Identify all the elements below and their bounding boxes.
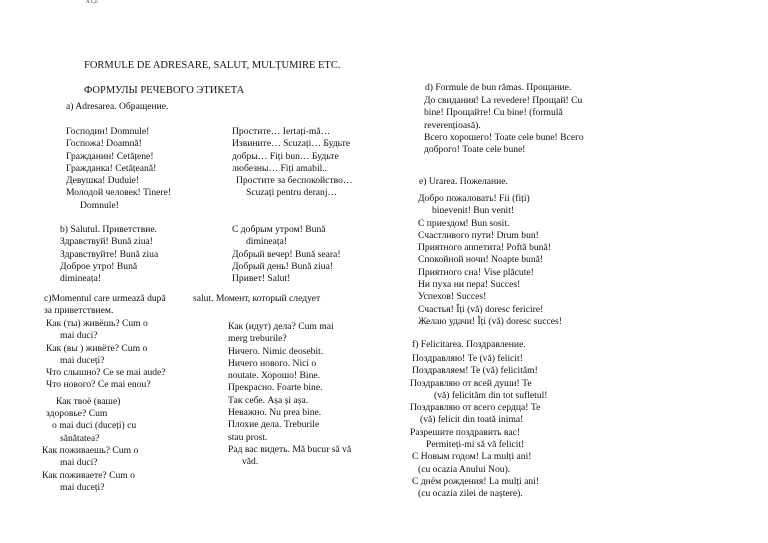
list-item: Разрешите поздравить вас! [410, 426, 521, 438]
list-item: Поздравляем! Te (vă) felicităm! [412, 365, 538, 377]
list-item: Девушка! Duduie! [66, 175, 140, 187]
list-item: Доброе утро! Bună [60, 260, 138, 272]
section-a-heading [66, 101, 168, 113]
list-item: dimineața! [60, 273, 102, 285]
section-c-heading-b-text: salut. Момент, который следует [193, 293, 321, 304]
list-item: Что слышно? Ce se mai aude? [46, 367, 166, 379]
list-item: Господин! Domnule! [66, 126, 150, 137]
list-item: С приездом! Bun sosit. [418, 217, 510, 229]
section-b-heading-text: b) Salutul. Приветствие. [60, 224, 158, 235]
list-item: bine! Прощайте! Cu bine! (formulă [424, 107, 563, 119]
list-item: văd. [242, 456, 259, 468]
section-c-heading-c-text: за приветствием. [44, 305, 114, 316]
list-item: Поздравляю от всей души! Te [410, 377, 532, 389]
list-item: mai duci? [60, 330, 98, 342]
list-item: (vă) felicităm din tot sufletul! [434, 389, 548, 401]
list-item: С Новым годом! La mulți ani! [412, 451, 532, 463]
list-item: Счастья! Îți (vă) doresc fericire! [418, 303, 544, 315]
list-item: Плохие дела. Treburile [228, 419, 320, 431]
list-item: (vă) felicit din toată inima! [420, 414, 524, 426]
section-e-heading-text: e) Urarea. Пожелание. [419, 176, 508, 187]
list-item: stau prost. [228, 431, 268, 443]
list-item: mai duci? [60, 457, 98, 469]
list-item: Молодой человек! Tinere! [66, 187, 172, 199]
list-item: Здравствуй! Bună ziua! [60, 236, 153, 248]
list-item: Ничего нового. Nici o [228, 357, 317, 369]
list-item: Гражданин! Cetățene! [66, 150, 154, 162]
list-item: Рад вас видеть. Mă bucur să vă [228, 443, 352, 455]
list-item: доброго! Toate cele bune! [424, 144, 526, 156]
section-f-lines [412, 353, 548, 501]
main-title-text: FORMULE DE ADRESARE, SALUT, MULȚUMIRE ETC. [84, 60, 341, 71]
list-item: Как (ты) живёшь? Cum o [46, 318, 148, 329]
tiny-header-mark [86, 0, 98, 6]
list-item: Приятного сна! Vise plăcute! [418, 266, 534, 278]
list-item: Простите за беспокойство… [236, 175, 353, 187]
list-item: (cu ocazia Anului Nou). [418, 463, 511, 475]
list-item: здоровье? Cum [46, 408, 108, 420]
section-a-col2 [232, 126, 353, 200]
list-item: Прекрасно. Foarte bine. [228, 382, 323, 394]
section-b-col1 [60, 224, 158, 285]
list-item: reverențioasă). [424, 119, 481, 131]
section-a-heading-text: a) Adresarea. Обращение. [66, 101, 169, 112]
list-item: Привет! Salut! [232, 273, 291, 285]
section-c-heading-a [44, 293, 166, 305]
list-item: noutate. Хорошо! Bine. [228, 370, 321, 382]
list-item: Добрый день! Bună ziua! [232, 260, 334, 272]
list-item: Счастливого пути! Drum bun! [418, 229, 539, 241]
list-item: Спокойной ночи! Noapte bună! [418, 254, 544, 266]
list-item: Приятного аппетита! Poftă bună! [418, 242, 551, 254]
section-a-col1 [66, 126, 171, 212]
section-f [412, 339, 526, 351]
section-c-col1 [42, 318, 166, 494]
list-item: Как (идут) дела? Cum mai [228, 321, 334, 332]
list-item: Извините… Scuzați… Будьте [232, 138, 351, 150]
list-item: Что нового? Ce mai enou? [46, 379, 151, 391]
list-item: добры… Fiți bun… Будьте [232, 150, 339, 162]
list-item: binevenit! Bun venit! [432, 205, 515, 217]
list-item: До свидания! La revedere! Прощай! Cu [424, 95, 583, 106]
list-item: Ничего. Nimic deosebit. [228, 345, 324, 357]
section-e [419, 176, 508, 188]
section-b-col2 [232, 224, 341, 285]
russian-title [84, 80, 244, 98]
section-f-heading-text: f) Felicitarea. Поздравление. [412, 339, 526, 350]
section-d-lines [424, 95, 584, 156]
section-d-heading-text: d) Formule de bun rămas. Прощание. [425, 82, 572, 93]
list-item: dimineața! [246, 236, 288, 248]
russian-title-text: ФОРМУЛЫ РЕЧЕВОГО ЭТИКЕТА [84, 85, 245, 96]
list-item: Как (вы ) живёте? Cum o [46, 342, 148, 354]
section-c-heading-b [193, 293, 320, 305]
list-item: Как поживаешь? Cum o [42, 444, 139, 456]
list-item: Поздравляю от всего сердца! Te [410, 402, 541, 414]
list-item: Ни пуха ни пера! Succes! [418, 279, 521, 291]
list-item: mai duceți? [60, 354, 105, 366]
list-item: Permiteți-mi să vă felicit! [426, 439, 525, 451]
main-title [84, 55, 340, 73]
list-item: (cu ocazia zilei de naștere). [418, 488, 523, 500]
tiny-header-text: A C,n [86, 0, 98, 5]
list-item: Как поживаете? Cum o [42, 469, 135, 481]
list-item: С добрым утром! Bună [232, 224, 326, 235]
list-item: Domnule! [80, 199, 119, 211]
list-item: любезны… Fiți amabil.. [232, 162, 328, 174]
section-d [425, 82, 571, 94]
list-item: Желаю удачи! Îți (vă) doresc succes! [418, 315, 562, 327]
section-c-col2 [228, 321, 351, 469]
list-item: Добрый вечер! Bună seara! [232, 248, 341, 260]
list-item: o mai duci (duceți) cu [52, 420, 137, 432]
list-item: Госпожа! Doamnă! [66, 138, 142, 150]
section-c-heading-a-text: c)Momentul care urmează după [44, 293, 166, 304]
list-item: Поздравляю! Te (vă) felicit! [412, 353, 523, 364]
list-item: Добро пожаловать! Fii (fiți) [418, 193, 530, 204]
list-item: merg treburile? [228, 333, 287, 345]
list-item: Здравствуйте! Bună ziua [60, 248, 159, 260]
list-item: Scuzați pentru deranj… [246, 187, 338, 199]
list-item: Как твоё (ваше) [56, 395, 121, 407]
list-item: Успехов! Succes! [418, 291, 487, 303]
list-item: mai duceți? [60, 481, 105, 493]
list-item: Всего хорошего! Toate cele bune! Всего [424, 131, 584, 143]
section-e-lines [418, 193, 562, 328]
section-c-heading-c [44, 305, 113, 317]
list-item: Простите… Iertați-mă… [232, 126, 331, 137]
list-item: Так себе. Așa și așa. [228, 394, 309, 406]
list-item: Неважно. Nu prea bine. [228, 407, 322, 419]
list-item: sănătatea? [60, 432, 100, 444]
list-item: Гражданка! Cetățeană! [66, 162, 157, 174]
list-item: С днём рождения! La mulți ani! [412, 475, 540, 487]
